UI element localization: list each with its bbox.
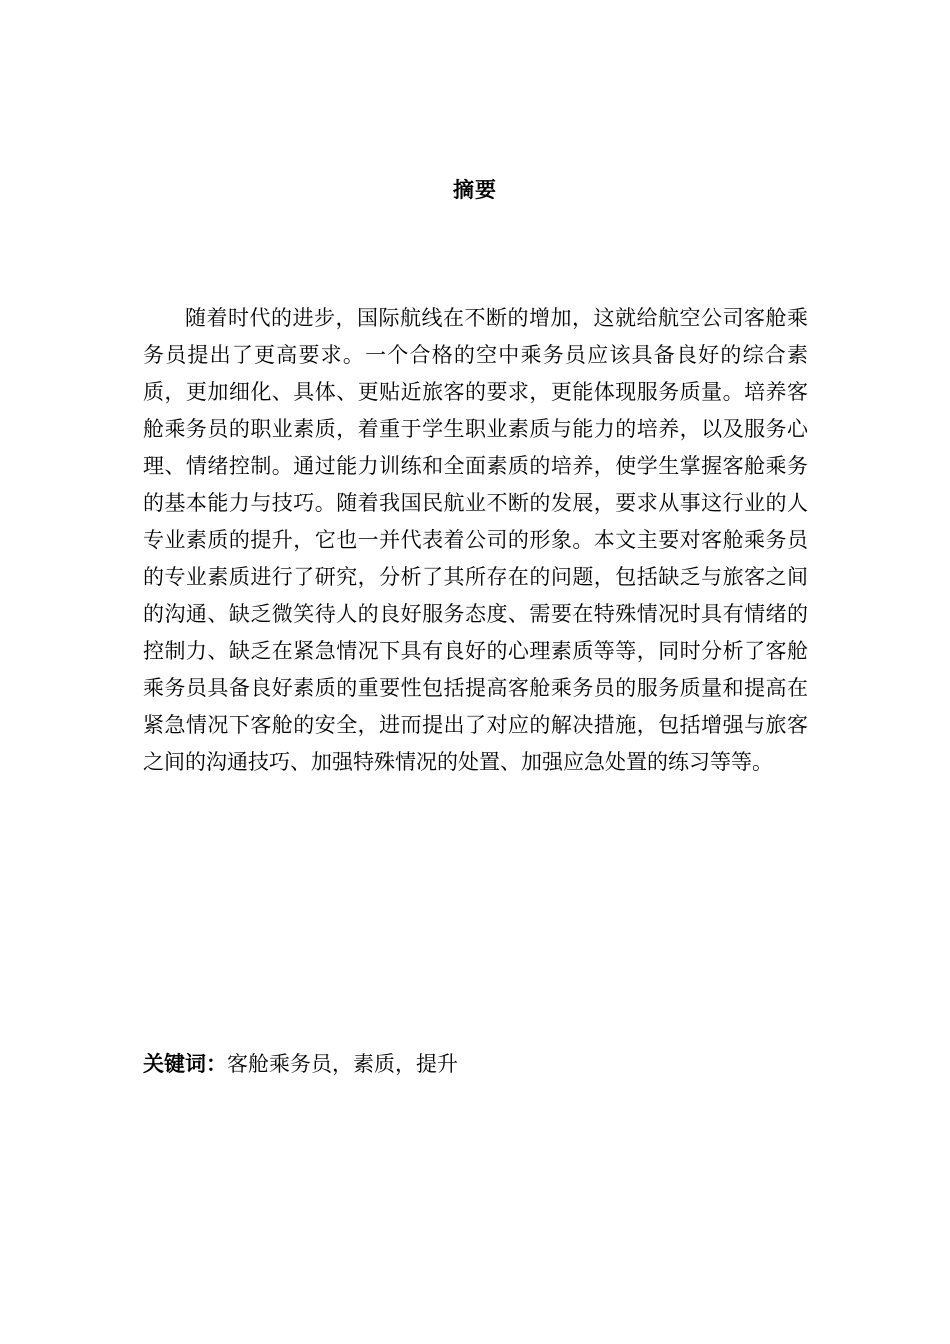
keywords-value: 客舱乘务员，素质，提升: [227, 1052, 458, 1076]
abstract-paragraph: 随着时代的进步，国际航线在不断的增加，这就给航空公司客舱乘务员提出了更高要求。一个合格的空中乘务员应该具备良好的综合素质，更加细化、具体、更贴近旅客的要求，更能体现服务质量。培养客舱乘务员的职业素质，着重于学生职业素质与能力的培养，以及服务心理、情绪控制。通过能力训练和全面素质的培养，使学生掌握客舱乘务的基本能力与技巧。随着我国民航业不断的发展，要求从事这行业的人专业素质的提升，它也一并代表着公司的形象。本文主要对客舱乘务员的专业素质进行了研究，分析了其所存在的问题，包括缺乏与旅客之间的沟通、缺乏微笑待人的良好服务态度、需要在特殊情况时具有情绪的控制力、缺乏在紧急情况下具有良好的心理素质等等，同时分析了客舱乘务员具备良好素质的重要性包括提高客舱乘务员的服务质量和提高在紧急情况下客舱的安全，进而提出了对应的解决措施，包括增强与旅客之间的沟通技巧、加强特殊情况的处置、加强应急处置的练习等等。: [143, 306, 808, 774]
keywords-line: [143, 1050, 808, 1078]
page-title: 摘要: [453, 178, 497, 202]
keywords-label: 关键词：: [143, 1052, 227, 1076]
